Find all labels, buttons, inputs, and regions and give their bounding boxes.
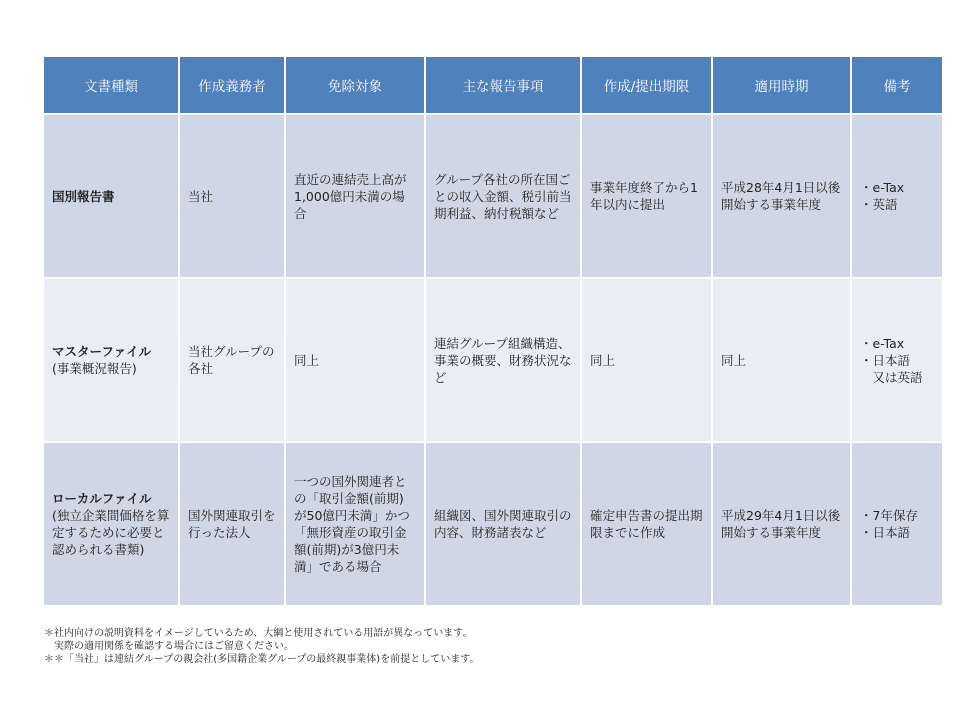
cell-report-items: 組織図、国外関連取引の内容、財務諸表など (425, 442, 581, 606)
cell-obligor: 国外関連取引を行った法人 (179, 442, 285, 606)
header-doc-type: 文書種類 (43, 56, 179, 114)
cell-obligor: 当社 (179, 114, 285, 278)
cell-deadline: 確定申告書の提出期限までに作成 (581, 442, 712, 606)
header-row (43, 56, 943, 114)
footnote-line: 実際の適用関係を確認する場合にはご留意ください。 (44, 641, 294, 652)
cell-notes (851, 278, 943, 442)
cell-report-items: 連結グループ組織構造、事業の概要、財務状況など (425, 278, 581, 442)
notes-list (860, 179, 934, 213)
header-exemption: 免除対象 (285, 56, 425, 114)
header-notes: 備考 (851, 56, 943, 114)
doc-type-name: マスターファイル (52, 344, 152, 359)
header-deadline: 作成/提出期限 (581, 56, 712, 114)
note-item: ・日本語 (860, 352, 911, 368)
cell-deadline: 事業年度終了から1年以内に提出 (581, 114, 712, 278)
notes-list (860, 507, 934, 541)
cell-exemption: 直近の連結売上高が1,000億円未満の場合 (285, 114, 425, 278)
table-row (43, 114, 943, 278)
cell-obligor: 当社グループの各社 (179, 278, 285, 442)
note-item: 又は英語 (860, 369, 923, 385)
doc-type-name: 国別報告書 (52, 188, 115, 204)
cell-report-items: グループ各社の所在国ごとの収入金額、税引前当期利益、納付税額など (425, 114, 581, 278)
document-table (42, 55, 944, 607)
cell-notes (851, 114, 943, 278)
note-item: ・7年保存 (860, 508, 918, 523)
notes-list (860, 335, 934, 386)
cell-doc-type (43, 278, 179, 442)
note-item: ・e-Tax (860, 335, 905, 351)
footnote-line: ＊＊「当社」は連結グループの親会社(多国籍企業グループの最終親事業体)を前提としています。 (44, 654, 480, 665)
cell-deadline: 同上 (581, 278, 712, 442)
header-report-items: 主な報告事項 (425, 56, 581, 114)
table-row (43, 278, 943, 442)
note-item: ・日本語 (860, 525, 911, 540)
note-item: ・e-Tax (860, 180, 905, 195)
header-obligor: 作成義務者 (179, 56, 285, 114)
cell-effective: 同上 (712, 278, 851, 442)
header-effective: 適用時期 (712, 56, 851, 114)
cell-doc-type (43, 114, 179, 278)
table-row (43, 442, 943, 606)
cell-notes (851, 442, 943, 606)
doc-type-subtitle: (独立企業間価格を算定するために必要と認められる書類) (52, 508, 170, 557)
footnotes (44, 627, 924, 666)
cell-effective: 平成29年4月1日以後開始する事業年度 (712, 442, 851, 606)
cell-exemption: 一つの国外関連者との「取引金額(前期)が50億円未満」かつ「無形資産の取引金額(前期)が3億円未満」である場合 (285, 442, 425, 606)
note-item: ・英語 (860, 197, 898, 212)
doc-type-subtitle: (事業概況報告) (52, 361, 137, 376)
cell-doc-type (43, 442, 179, 606)
cell-exemption: 同上 (285, 278, 425, 442)
footnote-line: ＊社内向けの説明資料をイメージしているため、大綱と使用されている用語が異なっています。 (44, 628, 473, 639)
cell-effective: 平成28年4月1日以後開始する事業年度 (712, 114, 851, 278)
doc-type-name: ローカルファイル (52, 491, 152, 506)
